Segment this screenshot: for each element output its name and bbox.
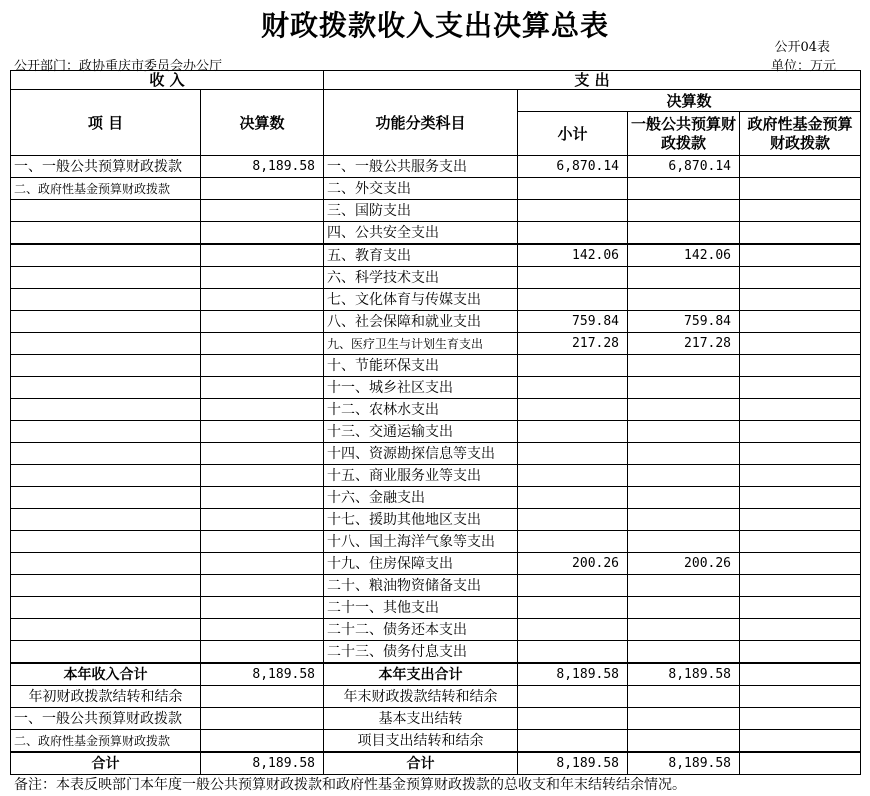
expense-item-cell: 合计: [324, 752, 518, 775]
general-budget-cell: [628, 289, 740, 311]
general-budget-cell: [628, 597, 740, 619]
income-amount-cell: [201, 730, 324, 753]
general-budget-cell: 142.06: [628, 244, 740, 267]
table-row: [11, 244, 861, 267]
subtotal-cell: [518, 355, 628, 377]
income-amount-cell: [201, 487, 324, 509]
income-header: 收 入: [11, 71, 324, 90]
department-label: 公开部门：政协重庆市委员会办公厅: [14, 59, 223, 74]
income-amount-cell: 8,189.58: [201, 663, 324, 686]
table-row: [11, 597, 861, 619]
table-row: [11, 619, 861, 641]
expense-item-cell: 本年支出合计: [324, 663, 518, 686]
expense-item-cell: 十七、援助其他地区支出: [324, 509, 518, 531]
general-budget-cell: [628, 708, 740, 730]
income-item-cell: 本年收入合计: [11, 663, 201, 686]
general-budget-cell: 759.84: [628, 311, 740, 333]
gov-fund-cell: [740, 641, 861, 664]
table-row: [11, 289, 861, 311]
table-row: [11, 267, 861, 289]
gov-fund-header: 政府性基金预算财政拨款: [740, 112, 861, 156]
general-budget-cell: [628, 730, 740, 753]
subtotal-cell: [518, 531, 628, 553]
expense-item-cell: 二、外交支出: [324, 178, 518, 200]
gov-fund-cell: [740, 399, 861, 421]
table-row: [11, 641, 861, 664]
gov-fund-cell: [740, 663, 861, 686]
subtotal-cell: [518, 575, 628, 597]
expense-item-cell: 一、一般公共服务支出: [324, 156, 518, 178]
income-item-cell: 一、一般公共预算财政拨款: [11, 156, 201, 178]
income-amount-cell: [201, 178, 324, 200]
expense-item-cell: 二十二、债务还本支出: [324, 619, 518, 641]
subtotal-cell: 759.84: [518, 311, 628, 333]
income-item-cell: 二、政府性基金预算财政拨款: [11, 178, 201, 200]
subtotal-cell: [518, 421, 628, 443]
gov-fund-cell: [740, 311, 861, 333]
gov-fund-cell: [740, 200, 861, 222]
expense-header: 支 出: [324, 71, 861, 90]
item-header: 项 目: [11, 90, 201, 156]
table-row: [11, 487, 861, 509]
table-row: [11, 311, 861, 333]
general-budget-cell: [628, 686, 740, 708]
income-amount-cell: [201, 509, 324, 531]
income-item-cell: [11, 465, 201, 487]
income-item-cell: [11, 222, 201, 245]
gov-fund-cell: [740, 730, 861, 753]
gov-fund-cell: [740, 289, 861, 311]
page-title: 财政拨款收入支出决算总表: [260, 9, 609, 42]
income-item-cell: [11, 267, 201, 289]
gov-fund-cell: [740, 619, 861, 641]
table-row: [11, 200, 861, 222]
expense-item-cell: 十四、资源勘探信息等支出: [324, 443, 518, 465]
table-row: [11, 443, 861, 465]
general-budget-cell: [628, 178, 740, 200]
form-code: 公开04表: [774, 40, 830, 55]
subtotal-cell: [518, 641, 628, 664]
subtotal-cell: 6,870.14: [518, 156, 628, 178]
gov-fund-cell: [740, 421, 861, 443]
income-amount-cell: 8,189.58: [201, 156, 324, 178]
unit-label: 单位：万元: [770, 59, 836, 74]
summary-row: [11, 730, 861, 753]
gov-fund-cell: [740, 575, 861, 597]
income-item-cell: [11, 531, 201, 553]
income-amount-cell: [201, 708, 324, 730]
income-amount-cell: [201, 686, 324, 708]
subtotal-cell: [518, 686, 628, 708]
expense-item-cell: 十一、城乡社区支出: [324, 377, 518, 399]
income-item-cell: [11, 289, 201, 311]
subtotal-cell: [518, 200, 628, 222]
gov-fund-cell: [740, 487, 861, 509]
subtotal-cell: [518, 178, 628, 200]
income-item-cell: [11, 200, 201, 222]
expense-item-cell: 七、文化体育与传媒支出: [324, 289, 518, 311]
subtotal-cell: [518, 289, 628, 311]
expense-item-cell: 年末财政拨款结转和结余: [324, 686, 518, 708]
general-budget-cell: [628, 200, 740, 222]
gov-fund-cell: [740, 509, 861, 531]
subtotal-cell: [518, 730, 628, 753]
total-row: [11, 752, 861, 775]
expense-item-cell: 二十、粮油物资储备支出: [324, 575, 518, 597]
gov-fund-cell: [740, 377, 861, 399]
general-budget-cell: 200.26: [628, 553, 740, 575]
subtotal-cell: [518, 487, 628, 509]
income-item-cell: [11, 619, 201, 641]
subtotal-cell: 8,189.58: [518, 663, 628, 686]
subtotal-cell: 8,189.58: [518, 752, 628, 775]
table-row: [11, 531, 861, 553]
income-amount-cell: [201, 553, 324, 575]
income-item-cell: [11, 377, 201, 399]
subtotal-cell: [518, 619, 628, 641]
expense-item-cell: 十八、国土海洋气象等支出: [324, 531, 518, 553]
table-row: [11, 509, 861, 531]
income-amount-cell: [201, 619, 324, 641]
general-budget-cell: [628, 487, 740, 509]
general-budget-cell: [628, 377, 740, 399]
subtotal-cell: [518, 597, 628, 619]
income-amount-cell: [201, 377, 324, 399]
general-budget-cell: [628, 267, 740, 289]
table-row: [11, 399, 861, 421]
general-budget-cell: 8,189.58: [628, 663, 740, 686]
expense-item-cell: 十、节能环保支出: [324, 355, 518, 377]
income-item-cell: 年初财政拨款结转和结余: [11, 686, 201, 708]
expense-item-cell: 五、教育支出: [324, 244, 518, 267]
income-amount-cell: [201, 267, 324, 289]
general-budget-cell: [628, 443, 740, 465]
subtotal-header: 小计: [518, 112, 628, 156]
expense-item-cell: 六、科学技术支出: [324, 267, 518, 289]
subtotal-cell: [518, 443, 628, 465]
general-budget-cell: 8,189.58: [628, 752, 740, 775]
general-budget-cell: [628, 641, 740, 664]
subtotal-cell: [518, 399, 628, 421]
income-amount-cell: [201, 575, 324, 597]
general-budget-cell: [628, 421, 740, 443]
table-row: [11, 333, 861, 355]
func-category-header: 功能分类科目: [324, 90, 518, 156]
gov-fund-cell: [740, 597, 861, 619]
general-budget-cell: [628, 399, 740, 421]
income-item-cell: 一、一般公共预算财政拨款: [11, 708, 201, 730]
expense-item-cell: 八、社会保障和就业支出: [324, 311, 518, 333]
expense-item-cell: 十二、农林水支出: [324, 399, 518, 421]
income-item-cell: [11, 641, 201, 664]
general-budget-header: 一般公共预算财政拨款: [628, 112, 740, 156]
expense-item-cell: 二十一、其他支出: [324, 597, 518, 619]
income-amount-cell: [201, 222, 324, 245]
income-amount-cell: [201, 531, 324, 553]
general-budget-cell: [628, 619, 740, 641]
expense-item-cell: 九、医疗卫生与计划生育支出: [324, 333, 518, 355]
summary-row: [11, 663, 861, 686]
income-item-cell: 二、政府性基金预算财政拨款: [11, 730, 201, 753]
income-item-cell: [11, 311, 201, 333]
income-item-cell: [11, 399, 201, 421]
income-amount-cell: [201, 421, 324, 443]
expense-item-cell: 四、公共安全支出: [324, 222, 518, 245]
expense-item-cell: 十五、商业服务业等支出: [324, 465, 518, 487]
expense-item-cell: 十六、金融支出: [324, 487, 518, 509]
table-row: [11, 465, 861, 487]
gov-fund-cell: [740, 244, 861, 267]
table-row: [11, 156, 861, 178]
expense-item-cell: 基本支出结转: [324, 708, 518, 730]
expense-item-cell: 十三、交通运输支出: [324, 421, 518, 443]
subtotal-cell: [518, 708, 628, 730]
gov-fund-cell: [740, 156, 861, 178]
income-amount-cell: 8,189.58: [201, 752, 324, 775]
gov-fund-cell: [740, 355, 861, 377]
income-item-cell: [11, 487, 201, 509]
income-amount-cell: [201, 355, 324, 377]
gov-fund-cell: [740, 708, 861, 730]
income-amount-cell: [201, 244, 324, 267]
income-amount-cell: [201, 200, 324, 222]
gov-fund-cell: [740, 752, 861, 775]
summary-row: [11, 708, 861, 730]
subtotal-cell: [518, 222, 628, 245]
income-item-cell: [11, 443, 201, 465]
income-amount-cell: [201, 311, 324, 333]
gov-fund-cell: [740, 531, 861, 553]
gov-fund-cell: [740, 553, 861, 575]
gov-fund-cell: [740, 465, 861, 487]
income-amount-cell: [201, 289, 324, 311]
income-amount-cell: [201, 443, 324, 465]
general-budget-cell: [628, 509, 740, 531]
income-item-cell: [11, 509, 201, 531]
subtotal-cell: 217.28: [518, 333, 628, 355]
subtotal-cell: [518, 267, 628, 289]
income-item-cell: [11, 575, 201, 597]
income-amount-cell: [201, 333, 324, 355]
income-item-cell: [11, 553, 201, 575]
general-budget-cell: [628, 575, 740, 597]
table-row: [11, 178, 861, 200]
gov-fund-cell: [740, 178, 861, 200]
final-accounts-table: [10, 70, 861, 775]
table-row: [11, 553, 861, 575]
income-item-cell: [11, 597, 201, 619]
table-row: [11, 355, 861, 377]
expense-item-cell: 十九、住房保障支出: [324, 553, 518, 575]
final-amount-header: 决算数: [201, 90, 324, 156]
income-amount-cell: [201, 399, 324, 421]
general-budget-cell: [628, 355, 740, 377]
subtotal-cell: [518, 509, 628, 531]
income-item-cell: [11, 421, 201, 443]
gov-fund-cell: [740, 222, 861, 245]
income-item-cell: [11, 244, 201, 267]
income-item-cell: [11, 355, 201, 377]
income-amount-cell: [201, 641, 324, 664]
note-text: 备注：本表反映部门本年度一般公共预算财政拨款和政府性基金预算财政拨款的总收支和年末结转结余情况。: [14, 777, 686, 793]
subtotal-cell: [518, 465, 628, 487]
expense-item-cell: 二十三、债务付息支出: [324, 641, 518, 664]
gov-fund-cell: [740, 443, 861, 465]
expense-item-cell: 项目支出结转和结余: [324, 730, 518, 753]
subtotal-cell: 142.06: [518, 244, 628, 267]
general-budget-cell: [628, 531, 740, 553]
income-amount-cell: [201, 465, 324, 487]
income-item-cell: 合计: [11, 752, 201, 775]
income-item-cell: [11, 333, 201, 355]
general-budget-cell: [628, 465, 740, 487]
expense-item-cell: 三、国防支出: [324, 200, 518, 222]
general-budget-cell: 6,870.14: [628, 156, 740, 178]
final-amount-group-header: 决算数: [518, 90, 861, 112]
table-row: [11, 421, 861, 443]
gov-fund-cell: [740, 267, 861, 289]
general-budget-cell: [628, 222, 740, 245]
gov-fund-cell: [740, 333, 861, 355]
subtotal-cell: [518, 377, 628, 399]
summary-row: [11, 686, 861, 708]
general-budget-cell: 217.28: [628, 333, 740, 355]
table-row: [11, 222, 861, 245]
gov-fund-cell: [740, 686, 861, 708]
table-row: [11, 575, 861, 597]
table-row: [11, 377, 861, 399]
income-amount-cell: [201, 597, 324, 619]
subtotal-cell: 200.26: [518, 553, 628, 575]
